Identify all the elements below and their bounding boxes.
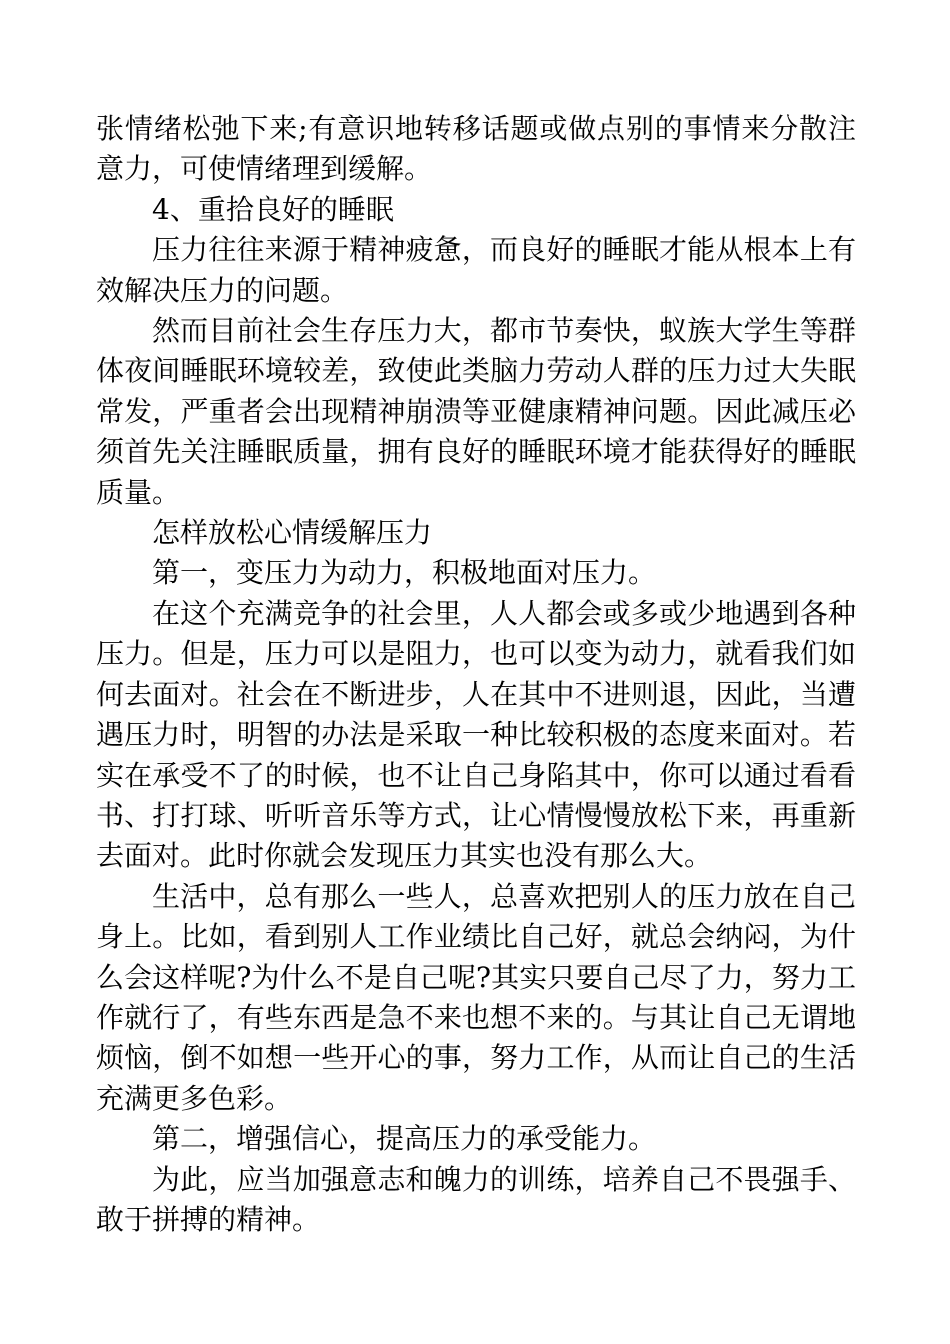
paragraph-3: 然而目前社会生存压力大，都市节奏快，蚁族大学生等群体夜间睡眠环境较差，致使此类脑力劳动人群的压力过大失眠常发，严重者会出现精神崩溃等亚健康精神问题。因此减压必须首先关注睡眠质量，拥有良好的睡眠环境才能获得好的睡眠质量。 — [96, 314, 856, 509]
paragraph-6: 为此，应当加强意志和魄力的训练，培养自己不畏强手、敢于拼搏的精神。 — [96, 1162, 856, 1236]
paragraph-5: 生活中，总有那么一些人，总喜欢把别人的压力放在自己身上。比如，看到别人工作业绩比自己好，就总会纳闷，为什么会这样呢?为什么不是自己呢?其实只要自己尽了力，努力工作就行了，有些东西是急不来也想不来的。与其让自己无谓地烦恼，倒不如想一些开心的事，努力工作，从而让自己的生活充满更多色彩。 — [96, 879, 856, 1115]
paragraph-2: 压力往往来源于精神疲惫，而良好的睡眠才能从根本上有效解决压力的问题。 — [96, 233, 856, 307]
section-heading-sleep: 4、重拾良好的睡眠 — [152, 192, 394, 226]
point-heading-first: 第一，变压力为动力，积极地面对压力。 — [152, 556, 657, 590]
point-heading-second: 第二，增强信心，提高压力的承受能力。 — [152, 1122, 657, 1156]
section-heading-relax: 怎样放松心情缓解压力 — [152, 516, 433, 550]
document-page — [96, 109, 856, 1240]
paragraph-4: 在这个充满竞争的社会里，人人都会或多或少地遇到各种压力。但是，压力可以是阻力，也可以变为动力，就看我们如何去面对。社会在不断进步，人在其中不进则退，因此，当遭遇压力时，明智的办法是采取一种比较积极的态度来面对。若实在承受不了的时候，也不让自己身陷其中，你可以通过看看书、打打球、听听音乐等方式，让心情慢慢放松下来，再重新去面对。此时你就会发现压力其实也没有那么大。 — [96, 596, 856, 873]
paragraph-1: 张情绪松弛下来;有意识地转移话题或做点别的事情来分散注意力，可使情绪理到缓解。 — [96, 112, 856, 186]
